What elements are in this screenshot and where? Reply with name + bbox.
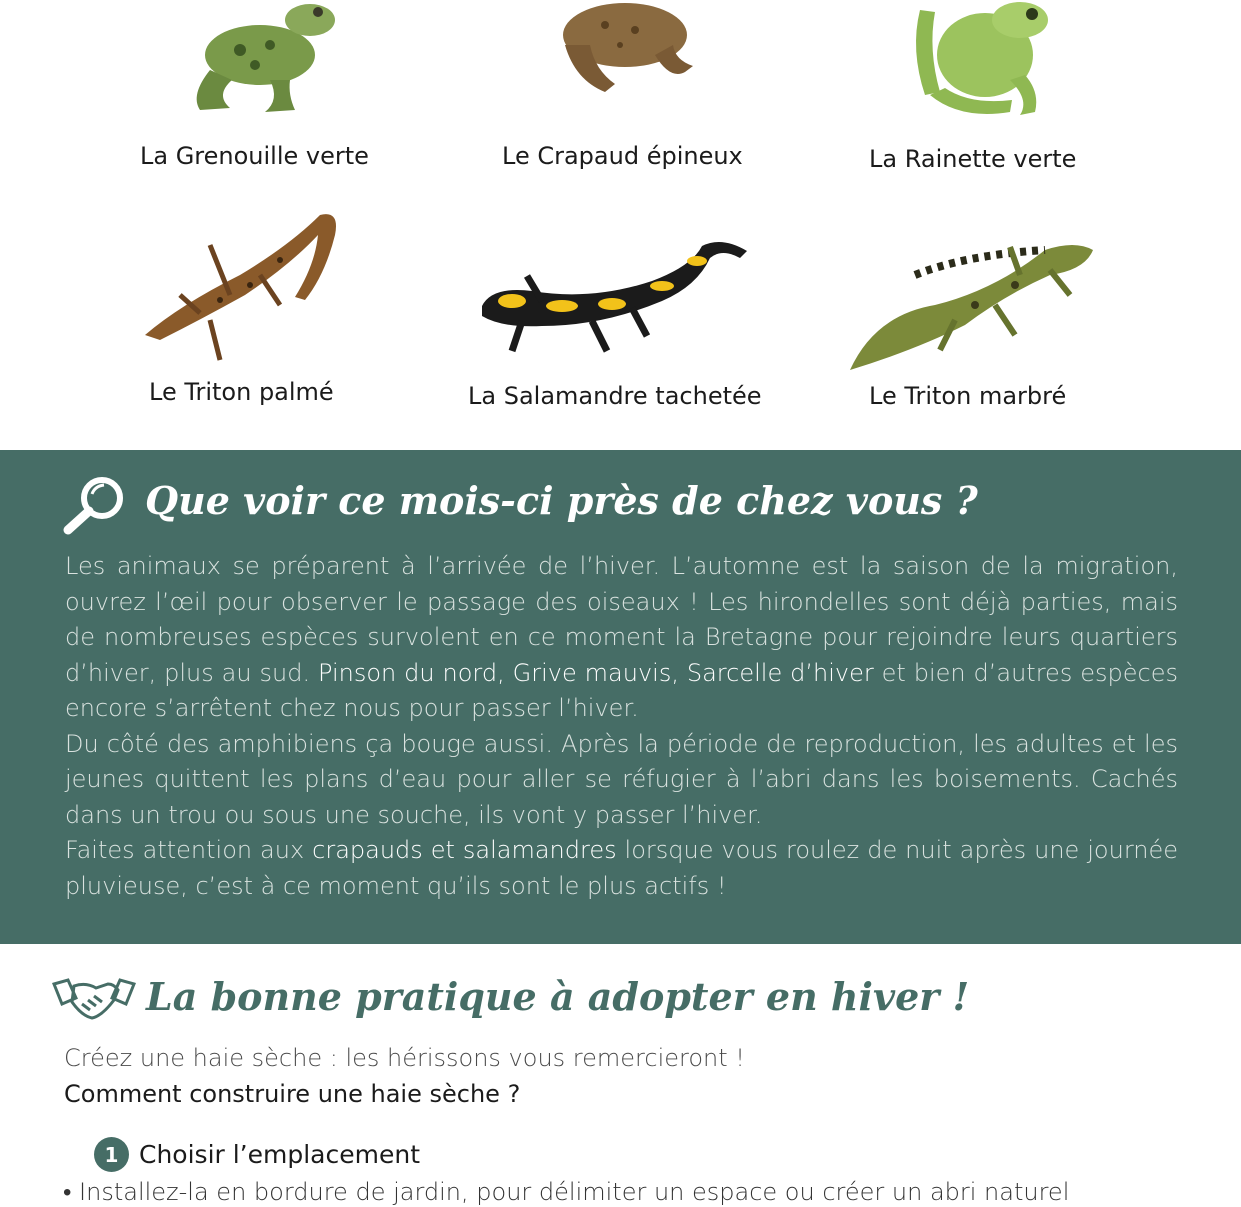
- handshake-icon: [52, 976, 136, 1022]
- toad-icon: [535, 0, 700, 100]
- marbled-newt-icon: [845, 235, 1097, 373]
- paragraph-migration: Les animaux se préparent à l’arrivée de l’hiver. L’automne est la saison de la migration, ouvrez l’œil pour observer le passage des oiseaux ! Les hirondelles sont déjà parties, mais de nombreuses espèces survolent en ce moment la Bretagne pour rejoindre leurs quartiers d’hiver, plus au sud. Pinson du nord, Grive mauvis, Sarcelle d’hiver et bien d’autres espèces encore s’arrêtent chez nous pour passer l’hiver.: [65, 552, 1178, 722]
- species-name: La Grenouille verte: [140, 142, 369, 170]
- highlight-bird-species: Pinson du nord, Grive mauvis, Sarcelle d’hiver: [318, 658, 874, 687]
- species-name: Le Crapaud épineux: [502, 142, 743, 170]
- species-name: La Salamandre tachetée: [468, 382, 762, 410]
- paragraph-caution: Faites attention aux crapauds et salamandres lorsque vous roulez de nuit après une journée pluvieuse, c’est à ce moment qu’ils sont le plus actifs !: [65, 836, 1179, 900]
- species-name: Le Triton marbré: [869, 382, 1067, 410]
- month-section-title: Que voir ce mois-ci près de chez vous ?: [145, 478, 978, 523]
- practice-question: Comment construire une haie sèche ?: [64, 1080, 521, 1108]
- species-tree-frog: [900, 0, 1060, 122]
- practice-section-title: La bonne pratique à adopter en hiver !: [146, 974, 970, 1019]
- step-bullet: • Installez-la en bordure de jardin, pour délimiter un espace ou créer un abri naturel: [63, 1178, 1070, 1206]
- practice-intro: Créez une haie sèche : les hérissons vous remercieront !: [64, 1044, 745, 1072]
- green-frog-icon: [170, 0, 340, 120]
- palmate-newt-icon: [140, 205, 345, 365]
- species-toad: [535, 0, 700, 100]
- species-green-frog: [170, 0, 340, 120]
- species-marbled-newt: [845, 235, 1097, 373]
- species-name: Le Triton palmé: [149, 378, 334, 406]
- step-1: [94, 1137, 420, 1172]
- species-palmate-newt: [140, 205, 345, 365]
- paragraph-amphibians: Du côté des amphibiens ça bouge aussi. Après la période de reproduction, les adultes et les jeunes quittent les plans d’eau pour aller se réfugier à l’abri dans les boisements. Cachés dans un trou ou sous une souche, ils vont y passer l’hiver.: [65, 729, 1178, 829]
- step-label: Choisir l’emplacement: [139, 1140, 421, 1169]
- species-fire-salamander: [472, 236, 754, 360]
- species-name: La Rainette verte: [869, 145, 1077, 173]
- highlight-amphibians: crapauds et salamandres: [312, 836, 617, 864]
- month-section-text: [65, 549, 1178, 904]
- step-number-badge: 1: [94, 1137, 129, 1172]
- fire-salamander-icon: [472, 236, 754, 360]
- species-grid: [0, 0, 1241, 450]
- magnifier-icon: [62, 474, 128, 536]
- tree-frog-icon: [900, 0, 1060, 122]
